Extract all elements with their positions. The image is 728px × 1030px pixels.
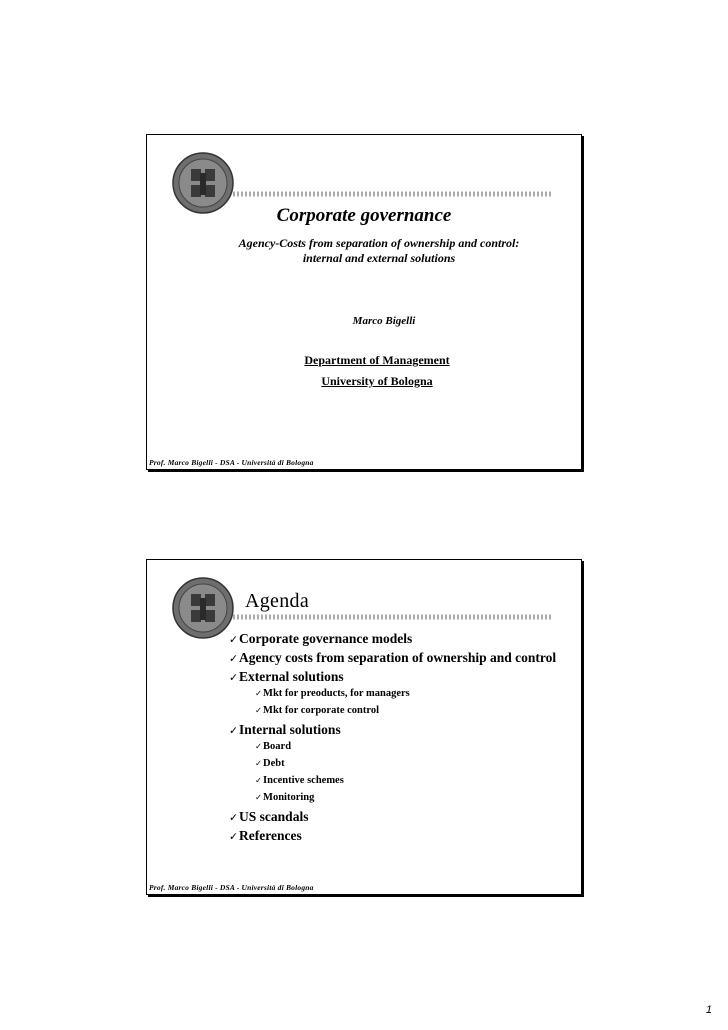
check-icon: ✓ [255,775,263,785]
subtitle-line: Agency-Costs from separation of ownership and control: [238,236,520,250]
check-icon: ✓ [229,652,239,665]
agenda-list [229,628,559,844]
list-subitem [255,685,559,702]
list-item-label: US scandals [239,809,309,824]
check-icon: ✓ [229,633,239,646]
list-item-label: Debt [263,758,285,769]
list-subitem [255,789,559,806]
page-number: 1 [705,1004,712,1016]
list-item [229,828,559,844]
list-item-label: Incentive schemes [263,775,344,786]
list-item-label: References [239,828,302,843]
list-item-label: Agency costs from separation of ownership and control [239,650,557,665]
slide-footer: Prof. Marco Bigelli - DSA - Università di Bologna [149,883,314,892]
university-seal-icon [171,576,235,640]
list-item [229,650,559,666]
university-name: University of Bologna [321,374,433,388]
list-item-label: Board [263,741,292,752]
check-icon: ✓ [255,741,263,751]
department-name: Department of Management [304,353,450,367]
subtitle-line: internal and external solutions [302,251,456,265]
slide-subtitle [187,236,571,266]
check-icon: ✓ [255,688,263,698]
list-subitem [255,738,559,755]
check-icon: ✓ [229,724,239,737]
slide-title-text: Corporate governance [276,205,452,226]
slide-agenda [146,559,582,895]
slide-footer: Prof. Marco Bigelli - DSA - Università di Bologna [149,458,314,467]
list-subitem [255,702,559,719]
list-item-label: External solutions [239,669,344,684]
list-subitem [255,755,559,772]
slide-title-text: Agenda [245,590,309,612]
check-icon: ✓ [229,811,239,824]
slide-title [146,134,582,470]
list-item [229,809,559,825]
check-icon: ✓ [229,671,239,684]
check-icon: ✓ [255,792,263,802]
check-icon: ✓ [229,830,239,843]
list-item [229,722,559,738]
check-icon: ✓ [255,705,263,715]
list-item [229,669,559,685]
list-subitem [255,772,559,789]
title-separator-rule [233,187,551,201]
list-item-label: Corporate governance models [239,631,413,646]
list-item-label: Monitoring [263,792,315,803]
author-name: Marco Bigelli [352,315,416,327]
check-icon: ✓ [255,758,263,768]
list-item-label: Mkt for corporate control [263,705,379,716]
list-item-label: Internal solutions [239,722,341,737]
list-item [229,631,559,647]
list-item-label: Mkt for preoducts, for managers [263,688,410,699]
